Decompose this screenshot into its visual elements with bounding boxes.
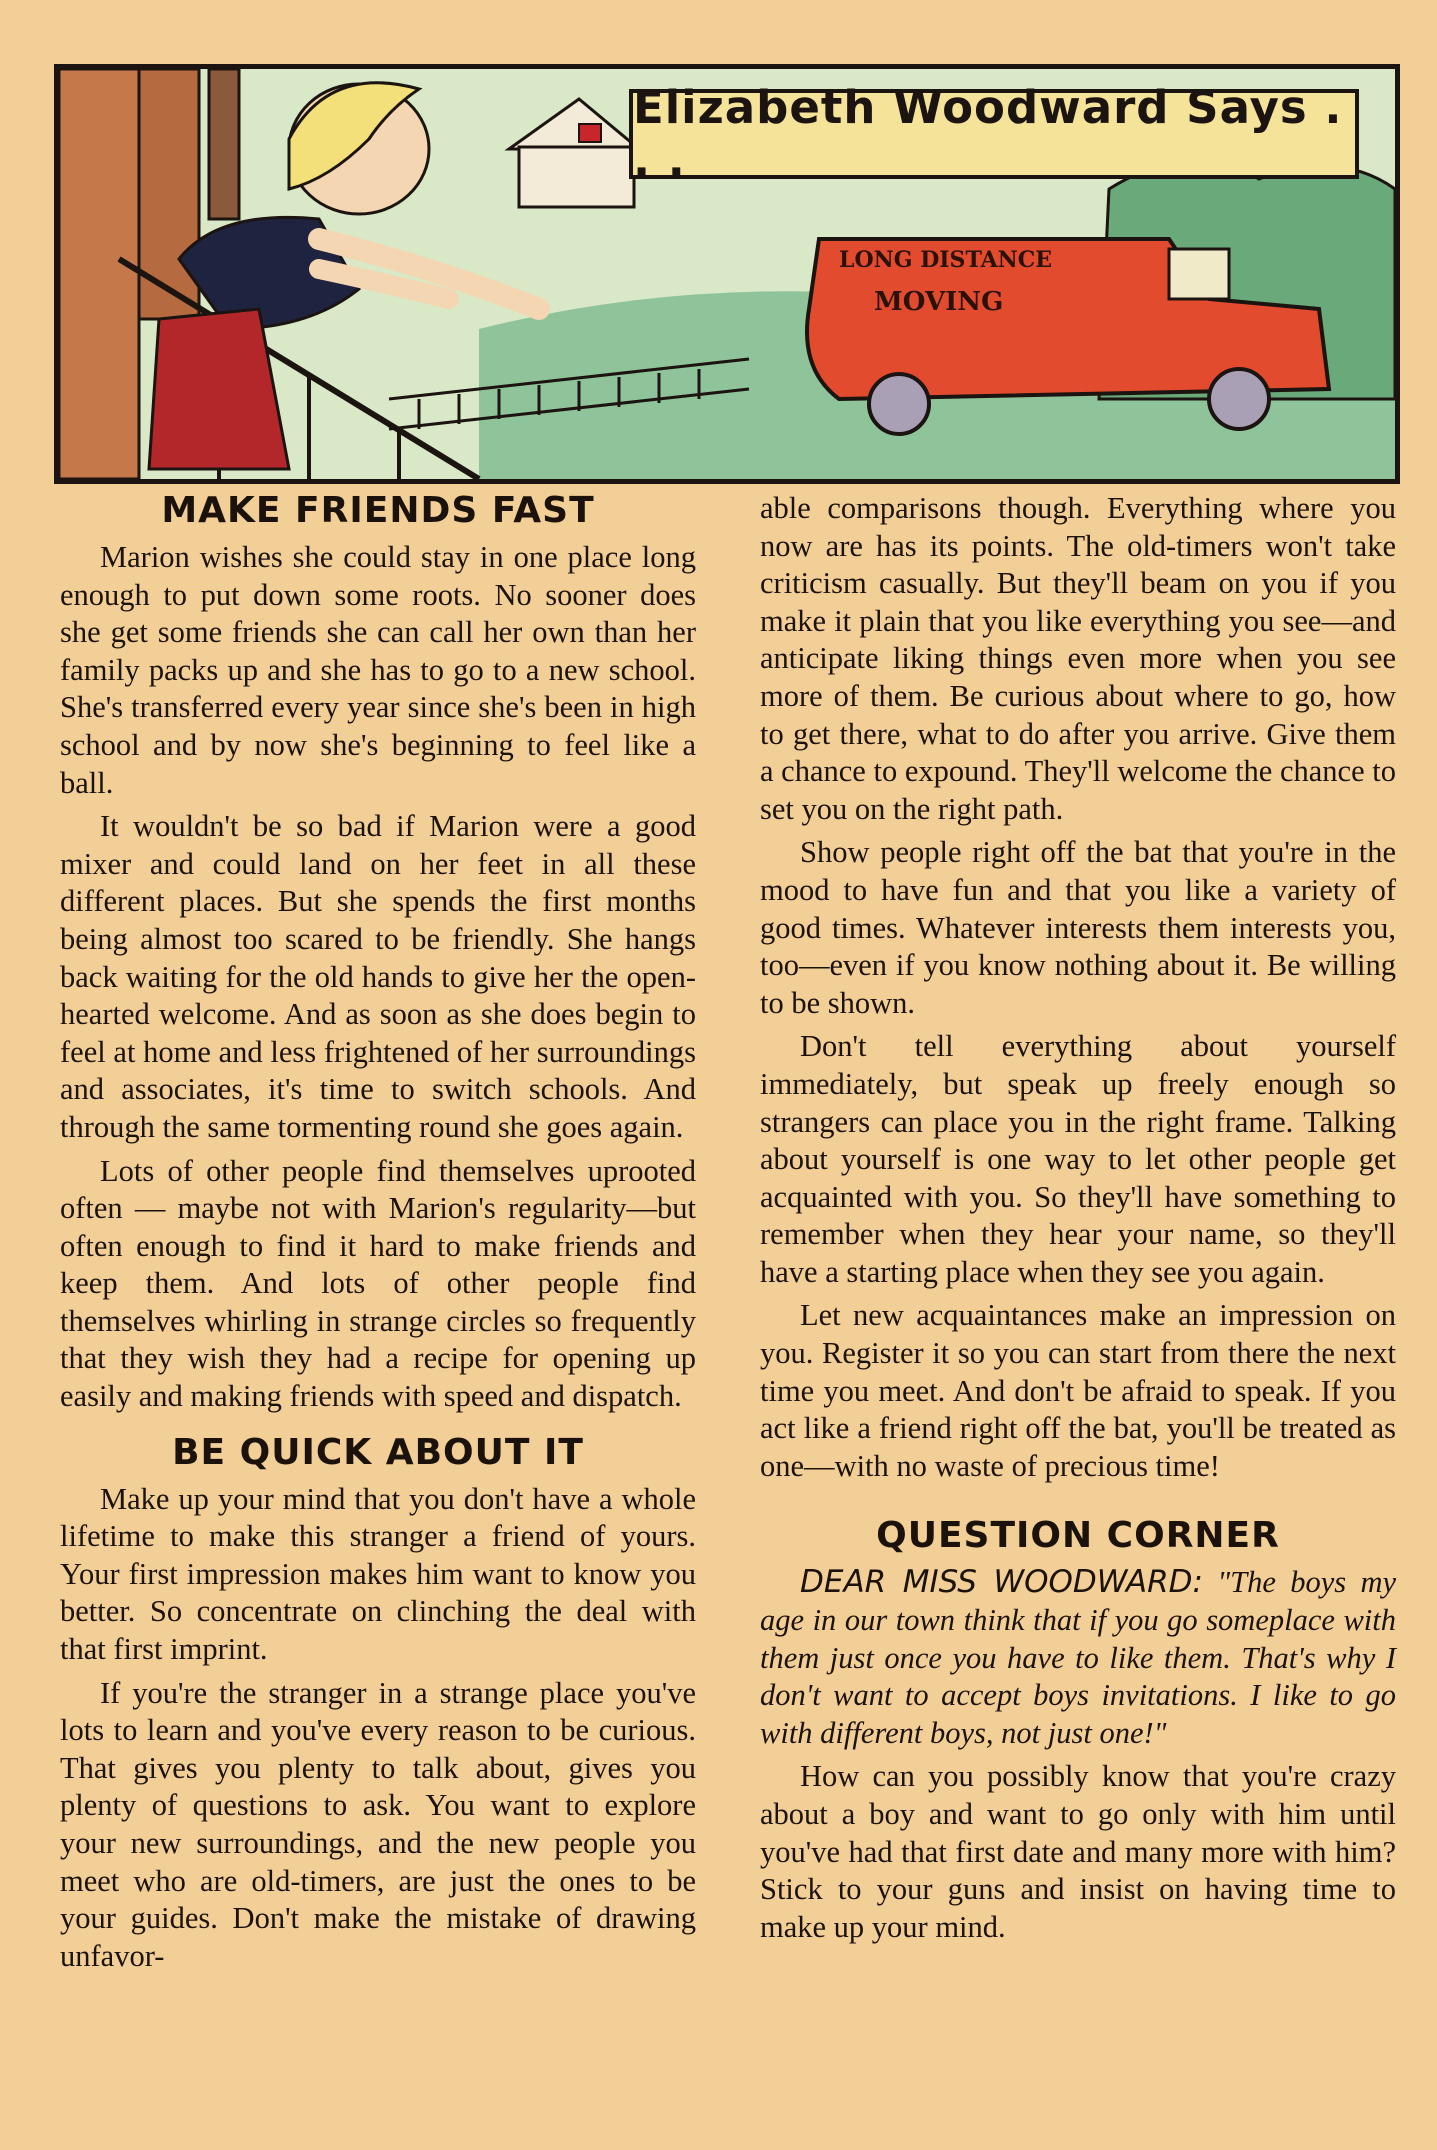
right-column bbox=[760, 490, 1396, 1952]
paragraph: Lots of other people find themselves uprooted often — maybe not with Marion's regularity—but often enough to find it hard to make friends and keep them. And lots of other people find themselves whirling in strange circles so frequently that they wish they had a recipe for opening up easily and making friends with speed and dispatch. bbox=[60, 1153, 696, 1414]
question-salutation: DEAR MISS WOODWARD: bbox=[800, 1564, 1203, 1601]
paragraph: Make up your mind that you don't have a whole lifetime to make this stranger a friend of yours. Your first impression makes him want to know you better. So concentrate on clinching the deal with that first imprint. bbox=[60, 1481, 696, 1667]
answer-paragraph: How can you possibly know that you're crazy about a boy and want to go only with him until you've had that first date and many more with him? Stick to your guns and insist on having time to make up your mind. bbox=[760, 1759, 1396, 1944]
paragraph: Marion wishes she could stay in one place long enough to put down some roots. No sooner does she get some friends she can call her own than her family packs up and she has to go to a new school. She's transferred every year since she's been in high school and by now she's beginning to feel like a ball. bbox=[60, 540, 696, 800]
heading-be-quick-about-it: BE QUICK ABOUT IT bbox=[172, 1431, 584, 1473]
paragraph: It wouldn't be so bad if Marion were a good mixer and could land on her feet in all these different places. But she spends the first months being almost too scared to be friendly. She hangs back waiting for the old hands to give her the open-hearted welcome. And as soon as she does begin to feel at home and less frightened of her surroundings and associates, it's time to switch schools. And through the same tormenting round she goes again. bbox=[60, 809, 696, 1144]
van-sign-line-1: LONG DISTANCE bbox=[839, 247, 1053, 273]
heading-make-friends-fast: MAKE FRIENDS FAST bbox=[161, 490, 595, 531]
illustration-panel bbox=[54, 64, 1400, 484]
paragraph: If you're the stranger in a strange place you've lots to learn and you've every reason to be curious. That gives you plenty to talk about, gives you plenty of questions to ask. You want to explore your new surroundings, and the new people you meet who are old-timers, are just the ones to be your guides. Don't make the mistake of drawing unfavor- bbox=[60, 1675, 696, 1973]
column-title: Elizabeth Woodward Says . . . bbox=[629, 89, 1359, 179]
paragraph-continued: able comparisons though. Everything where you now are has its points. The old-timers won't take criticism casually. But they'll beam on you if you make it plain that you like everything you see—and anticipate liking things even more when you see more of them. Be curious about where to go, how to get there, what to do after you arrive. Give them a chance to expound. They'll welcome the chance to set you on the right path. bbox=[760, 491, 1396, 826]
left-column bbox=[60, 490, 696, 1981]
paragraph: Let new acquaintances make an impression on you. Register it so you can start from there the next time you meet. And don't be afraid to speak. If you act like a friend right off the bat, you'll be treated as one—with no waste of precious time! bbox=[760, 1298, 1396, 1483]
paragraph: Show people right off the bat that you're in the mood to have fun and that you like a variety of good times. Whatever interests them interests you, too—even if you know nothing about it. Be willing to be shown. bbox=[760, 835, 1396, 1020]
heading-question-corner: QUESTION CORNER bbox=[876, 1515, 1280, 1557]
van-sign-line-2: MOVING bbox=[874, 287, 1004, 317]
reader-question bbox=[760, 1564, 1396, 1752]
question-text: "The boys my age in our town think that if you go someplace with them just once you have to like them. That's why I don't want to accept boys invitations. I like to go with different boys, not just one!" bbox=[760, 1565, 1397, 1750]
paragraph: Don't tell everything about yourself immediately, but speak up freely enough so strangers can place you in the right frame. Talking about yourself is one way to let other people get acquainted with you. So they'll have something to remember when they hear your name, so they'll have a starting place when they see you again. bbox=[760, 1029, 1396, 1289]
